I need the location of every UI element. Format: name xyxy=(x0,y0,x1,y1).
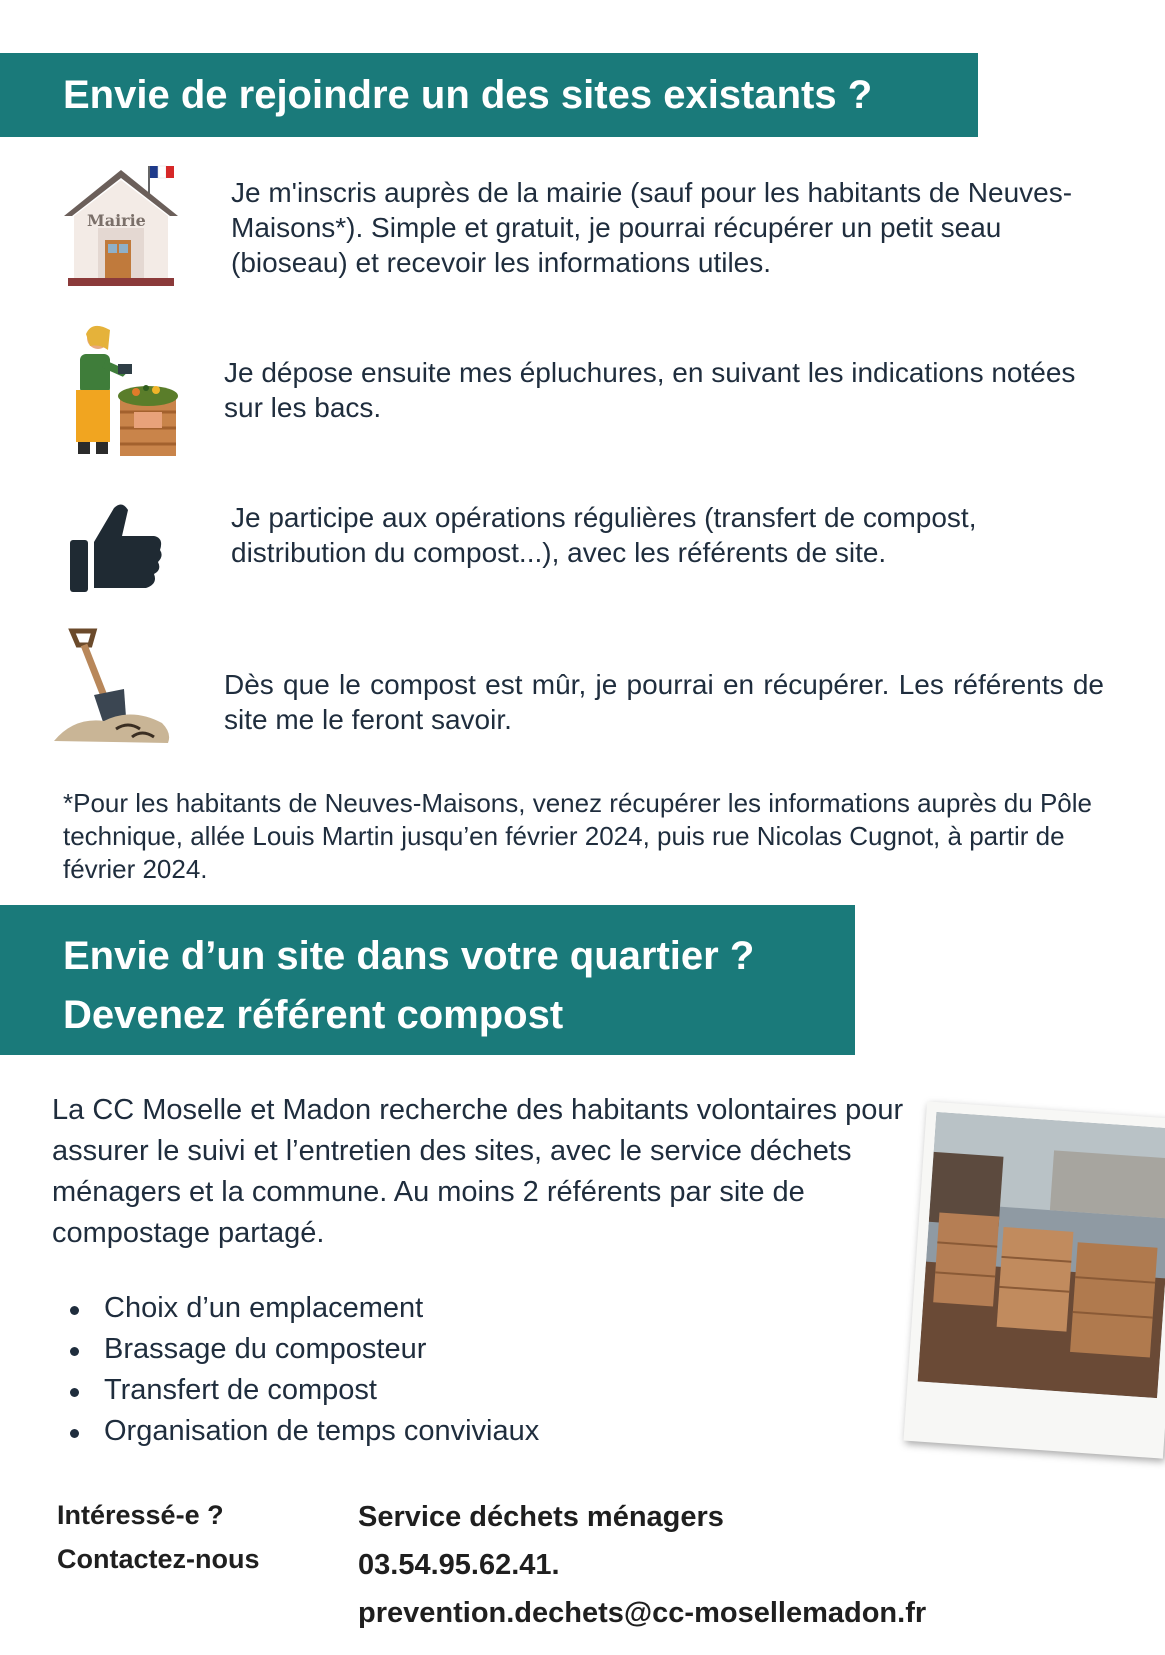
list-item: Brassage du composteur xyxy=(70,1329,539,1370)
section-title-referent xyxy=(0,905,855,1055)
gardener-composting-icon xyxy=(60,320,180,460)
footnote: *Pour les habitants de Neuves-Maisons, venez récupérer les informations auprès du Pôle technique, allée Louis Martin jusqu’en février 2024, puis rue Nicolas Cugnot, à partir de février 2024. xyxy=(63,788,1092,884)
referent-intro: La CC Moselle et Madon recherche des habitants volontaires pour assurer le suivi et l’entretien des sites, avec le service déchets ménagers et la commune. Au moins 2 référents par site de compostage partagé. xyxy=(52,1094,904,1249)
list-item: Transfert de compost xyxy=(70,1370,539,1411)
section-title-join xyxy=(0,53,978,137)
step-participate: Je participe aux opérations régulières (transfert de compost, distribution du compost...), avec les référents de site. xyxy=(231,502,977,568)
contact-prompt xyxy=(57,1493,260,1581)
section-title-referent-line2: Devenez référent compost xyxy=(63,993,564,1037)
shovel-icon xyxy=(54,625,174,751)
town-hall-icon xyxy=(60,160,182,290)
list-item: Choix d’un emplacement xyxy=(70,1288,539,1329)
step-deposit: Je dépose ensuite mes épluchures, en suivant les indications notées sur les bacs. xyxy=(224,357,1076,423)
contact-question: Intéressé-e ? xyxy=(57,1500,224,1530)
thumbs-up-icon xyxy=(70,500,166,596)
contact-call: Contactez-nous xyxy=(57,1544,260,1574)
task-list xyxy=(70,1288,539,1452)
step-register: Je m'inscris auprès de la mairie (sauf pour les habitants de Neuves-Maisons*). Simple et gratuit, je pourrai récupérer un petit seau (bioseau) et recevoir les informations utiles. xyxy=(231,177,1073,278)
section-title-referent-line1: Envie d’un site dans votre quartier ? xyxy=(63,934,755,978)
town-hall-label: Mairie xyxy=(87,211,146,230)
contact-details xyxy=(358,1493,926,1637)
contact-phone[interactable]: 03.54.95.62.41. xyxy=(358,1549,560,1581)
section-title-join-text: Envie de rejoindre un des sites existants ? xyxy=(63,73,873,117)
compost-bins-photo xyxy=(903,1101,1165,1458)
contact-email[interactable]: prevention.dechets@cc-mosellemadon.fr xyxy=(358,1597,927,1629)
list-item: Organisation de temps conviviaux xyxy=(70,1411,539,1452)
step-collect: Dès que le compost est mûr, je pourrai en récupérer. Les référents de site me le feront savoir. xyxy=(224,669,1104,735)
contact-service: Service déchets ménagers xyxy=(358,1501,724,1533)
